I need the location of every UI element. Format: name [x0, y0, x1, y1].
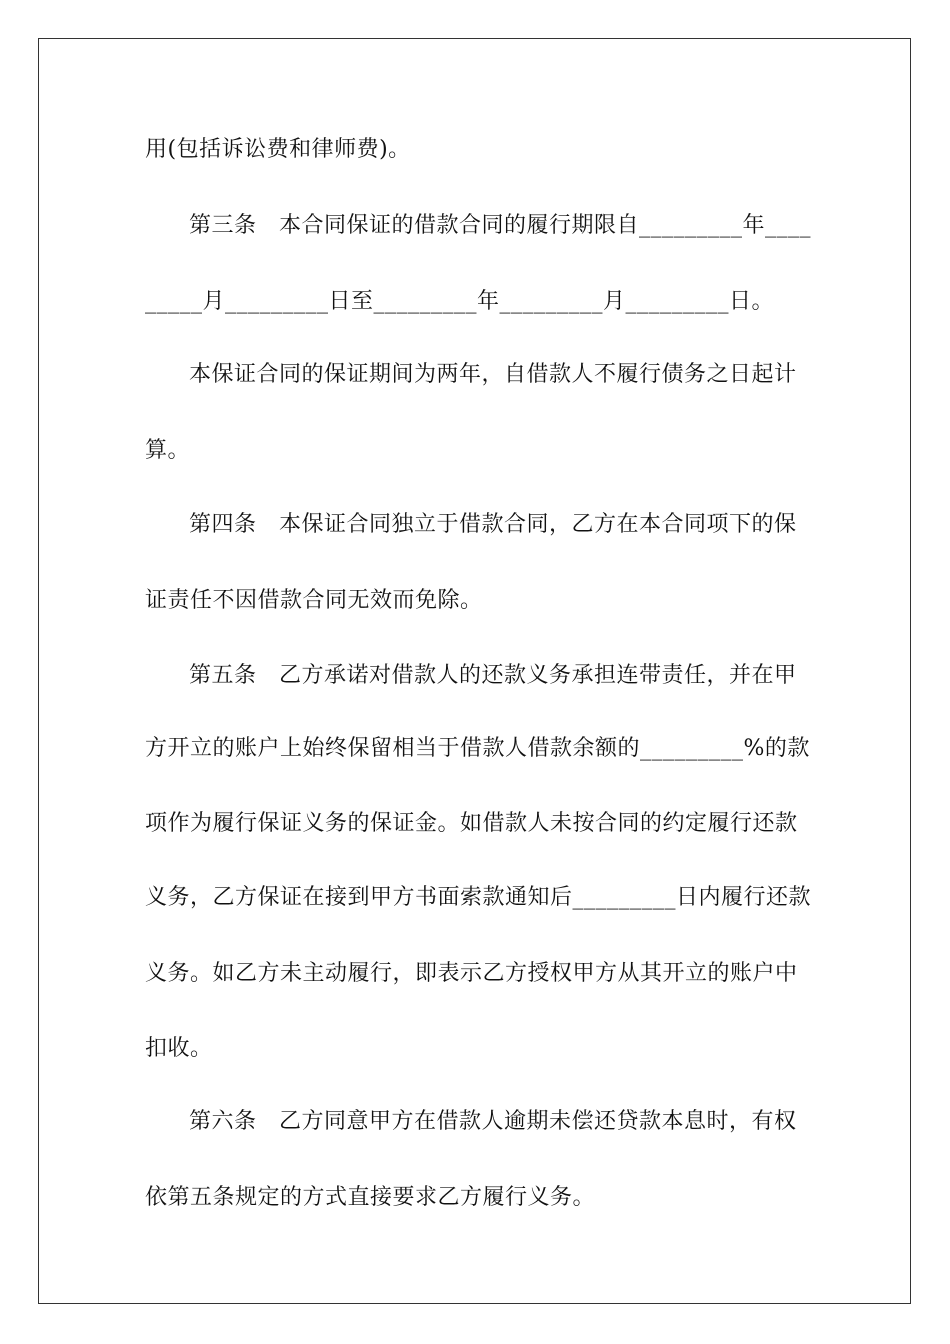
text-line: 扣收。 — [145, 1036, 213, 1061]
text-line: 证责任不因借款合同无效而免除。 — [145, 588, 483, 613]
article-4-heading-line: 第四条 本保证合同独立于借款合同，乙方在本合同项下的保 — [189, 512, 797, 537]
text-line: 义务，乙方保证在接到甲方书面索款通知后_________日内履行还款 — [145, 885, 812, 910]
text-line: 用(包括诉讼费和律师费)。 — [145, 137, 411, 162]
guarantee-period-line: 本保证合同的保证期间为两年，自借款人不履行债务之日起计 — [189, 362, 797, 387]
article-5-heading-line: 第五条 乙方承诺对借款人的还款义务承担连带责任，并在甲 — [189, 663, 797, 688]
text-line: 项作为履行保证义务的保证金。如借款人未按合同的约定履行还款 — [145, 811, 798, 836]
text-line: 方开立的账户上始终保留相当于借款人借款余额的_________%的款 — [145, 736, 810, 761]
text-line: 依第五条规定的方式直接要求乙方履行义务。 — [145, 1185, 596, 1210]
text-line: 算。 — [145, 438, 191, 463]
text-line: _____月_________日至_________年_________月_________日。 — [145, 289, 775, 314]
text-line: 义务。如乙方未主动履行，即表示乙方授权甲方从其开立的账户中 — [145, 961, 798, 986]
article-6-heading-line: 第六条 乙方同意甲方在借款人逾期未偿还贷款本息时，有权 — [189, 1109, 797, 1134]
article-3-heading-line: 第三条 本合同保证的借款合同的履行期限自_________年____ — [189, 213, 812, 238]
